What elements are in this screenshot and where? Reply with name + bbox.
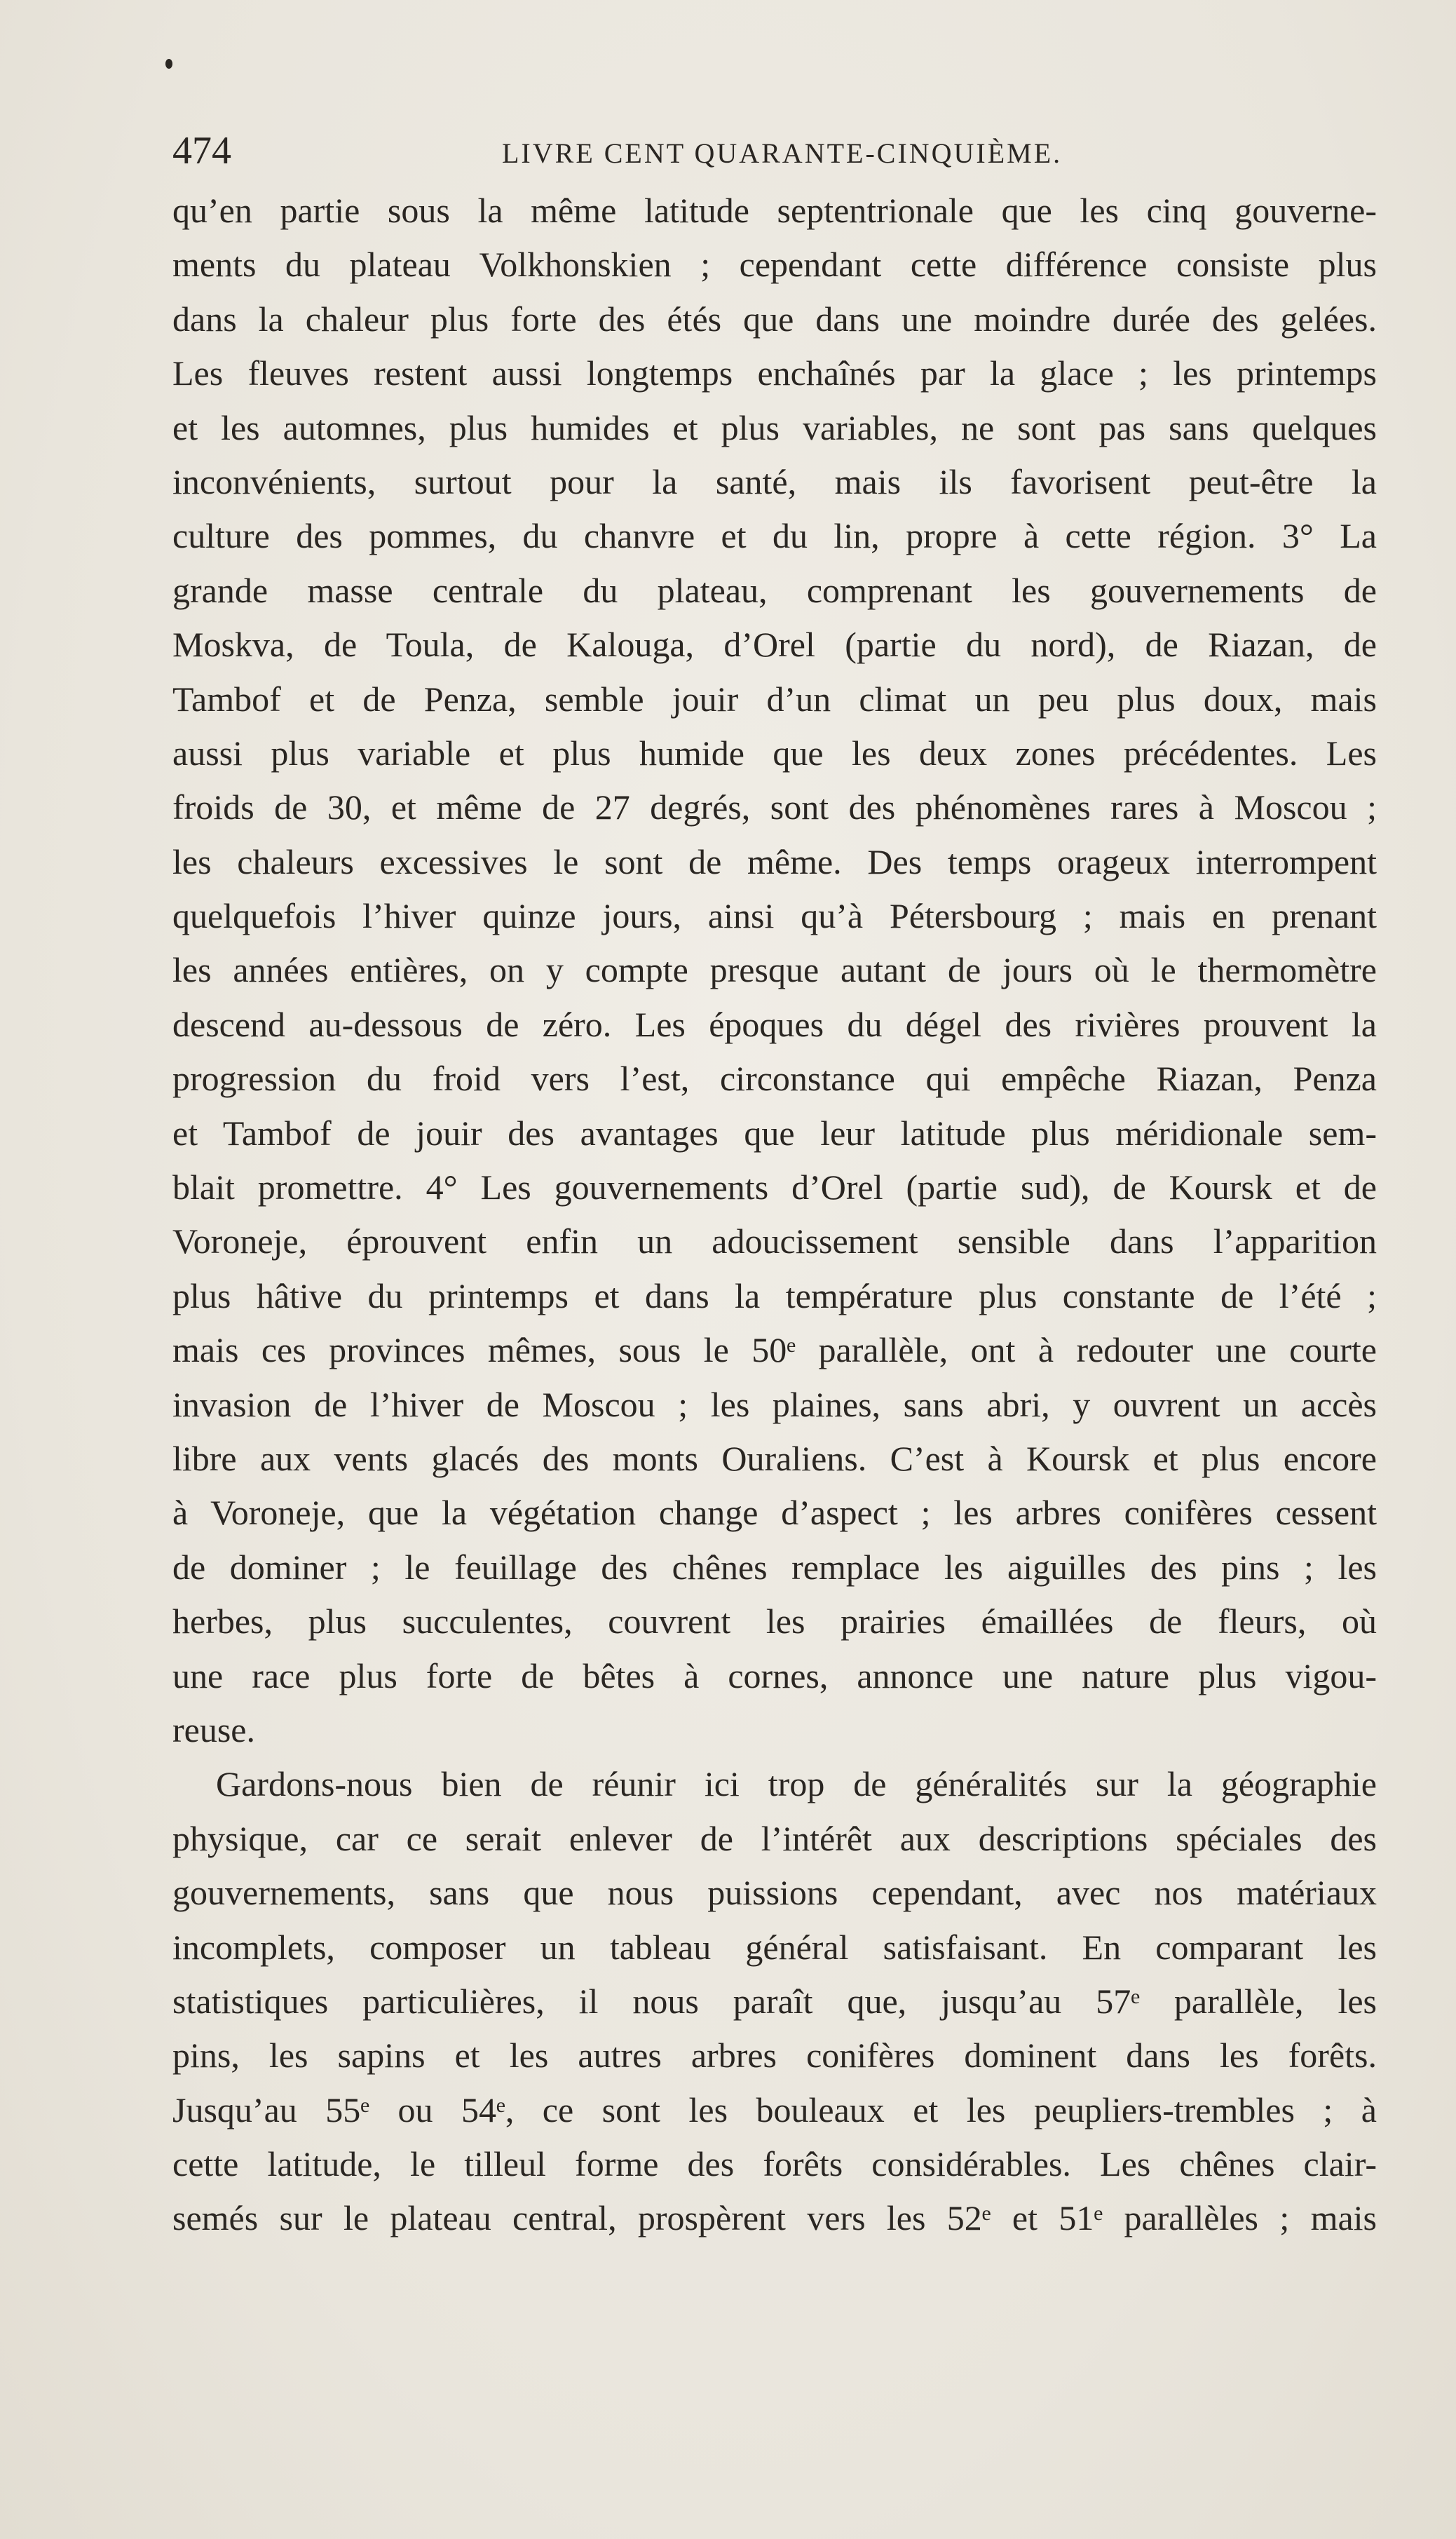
text-line: et les automnes, plus humides et plus variables, ne sont pas sans quelques [172, 407, 1377, 447]
text-line: descend au-dessous de zéro. Les époques du dégel des rivières prouvent la [172, 1004, 1377, 1044]
text-line: qu’en partie sous la même latitude septentrionale que les cinq gouverne- [172, 191, 1377, 230]
text-line: herbes, plus succulentes, couvrent les prairies émaillées de fleurs, où [172, 1602, 1377, 1641]
text-line: une race plus forte de bêtes à cornes, annonce une nature plus vigou- [172, 1656, 1377, 1695]
text-line: et Tambof de jouir des avantages que leur latitude plus méridionale sem- [172, 1113, 1377, 1153]
body-text [172, 184, 1377, 2246]
text-line: pins, les sapins et les autres arbres conifères dominent dans les forêts. [172, 2036, 1377, 2076]
text-line: aussi plus variable et plus humide que les deux zones précédentes. Les [172, 733, 1377, 773]
text-line: cette latitude, le tilleul forme des forêts considérables. Les chênes clair- [172, 2144, 1377, 2184]
page-number: 474 [172, 129, 231, 172]
text-line: les années entières, on y compte presque autant de jours où le thermomètre [172, 950, 1377, 990]
text-line: inconvénients, surtout pour la santé, mais ils favorisent peut-être la [172, 461, 1377, 501]
text-line: statistiques particulières, il nous paraît que, jusqu’au 57ᵉ parallèle, les [172, 1981, 1377, 2021]
text-line: Moskva, de Toula, de Kalouga, d’Orel (partie du nord), de Riazan, de [172, 625, 1377, 665]
running-head: LIVRE CENT QUARANTE-CINQUIÈME. [502, 137, 1063, 169]
text-line: progression du froid vers l’est, circonstance qui empêche Riazan, Penza [172, 1059, 1377, 1099]
text-line: grande masse centrale du plateau, comprenant les gouvernements de [172, 570, 1377, 610]
text-line: dans la chaleur plus forte des étés que dans une moindre durée des gelées. [172, 299, 1377, 339]
paragraph-end-line: reuse. [172, 1709, 255, 1749]
paragraph-start-line: Gardons-nous bien de réunir ici trop de généralités sur la géographie [216, 1764, 1377, 1804]
text-line: Voroneje, éprouvent enfin un adoucissement sensible dans l’apparition [172, 1221, 1377, 1261]
text-line: de dominer ; le feuillage des chênes remplace les aiguilles des pins ; les [172, 1547, 1377, 1587]
text-line: culture des pommes, du chanvre et du lin, propre à cette région. 3° La [172, 516, 1377, 556]
text-line: froids de 30, et même de 27 degrés, sont des phénomènes rares à Moscou ; [172, 787, 1377, 827]
text-line: Les fleuves restent aussi longtemps enchaînés par la glace ; les printemps [172, 353, 1377, 393]
text-line: libre aux vents glacés des monts Ouraliens. C’est à Koursk et plus encore [172, 1438, 1377, 1478]
text-line: Tambof et de Penza, semble jouir d’un climat un peu plus doux, mais [172, 679, 1377, 719]
ink-speck [165, 59, 172, 69]
text-line: plus hâtive du printemps et dans la température plus constante de l’été ; [172, 1275, 1377, 1315]
text-line: incomplets, composer un tableau général satisfaisant. En comparant les [172, 1927, 1377, 1967]
text-line: blait promettre. 4° Les gouvernements d’Orel (partie sud), de Koursk et de [172, 1167, 1377, 1207]
text-line: ments du plateau Volkhonskien ; cependant cette différence consiste plus [172, 245, 1377, 285]
page-header [172, 126, 1378, 175]
text-line: mais ces provinces mêmes, sous le 50ᵉ parallèle, ont à redouter une courte [172, 1330, 1377, 1370]
text-line: gouvernements, sans que nous puissions cependant, avec nos matériaux [172, 1873, 1377, 1913]
text-line: quelquefois l’hiver quinze jours, ainsi qu’à Pétersbourg ; mais en prenant [172, 896, 1377, 936]
text-line: invasion de l’hiver de Moscou ; les plaines, sans abri, y ouvrent un accès [172, 1384, 1377, 1424]
text-line: à Voroneje, que la végétation change d’aspect ; les arbres conifères cessent [172, 1493, 1377, 1533]
text-line: semés sur le plateau central, prospèrent vers les 52ᵉ et 51ᵉ parallèles ; mais [172, 2198, 1377, 2238]
text-line: Jusqu’au 55ᵉ ou 54ᵉ, ce sont les bouleaux et les peupliers-trembles ; à [172, 2090, 1377, 2130]
text-line: physique, car ce serait enlever de l’intérêt aux descriptions spéciales des [172, 1818, 1377, 1858]
text-line: les chaleurs excessives le sont de même. Des temps orageux interrompent [172, 841, 1377, 881]
